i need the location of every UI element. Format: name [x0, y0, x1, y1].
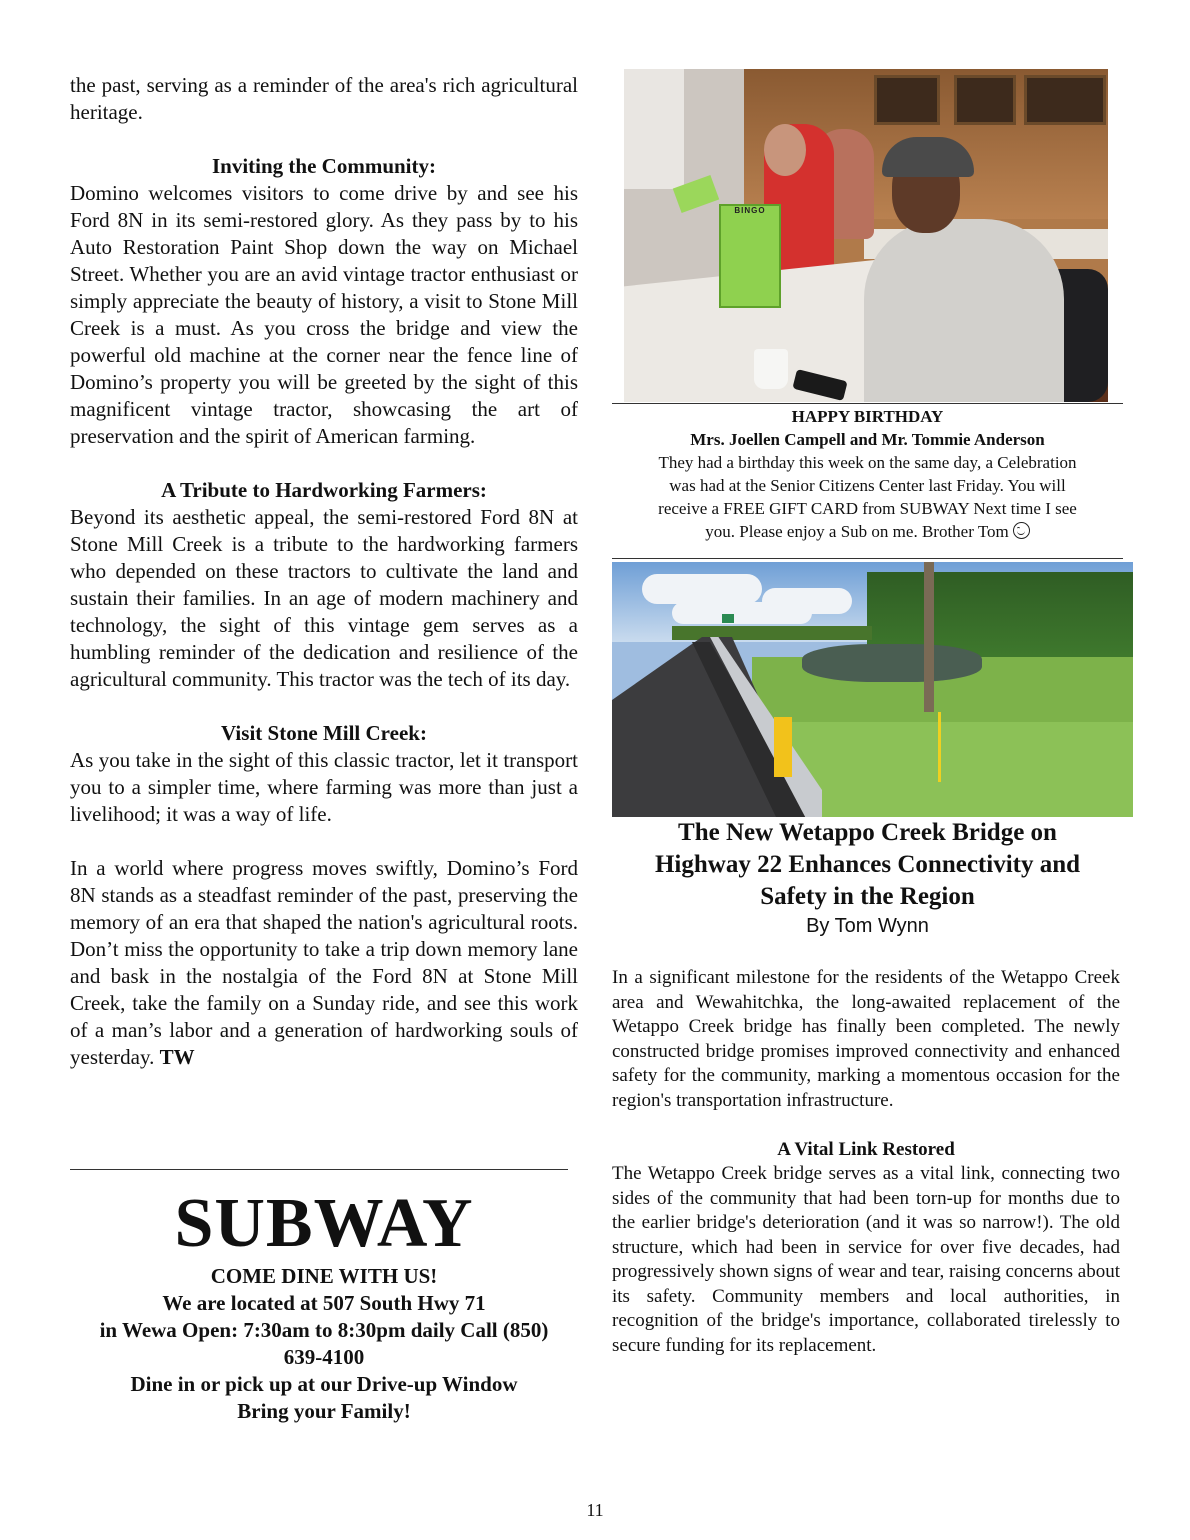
intro-paragraph: the past, serving as a reminder of the area's rich agricultural heritage.	[70, 73, 578, 124]
smiley-icon	[1013, 522, 1030, 539]
byline: By Tom Wynn	[806, 915, 929, 937]
ad-line: We are located at 507 South Hwy 71	[162, 1291, 486, 1315]
section-body-tribute: Beyond its aesthetic appeal, the semi-restored Ford 8N at Stone Mill Creek is a tribute to the hardworking farmers who depended on these tractors to cultivate the land and sustain their families. In an age of modern machinery and technology, the sight of this vintage gem serves as a humbling reminder of the dedication and resilience of the agricultural community. This tractor was the tech of its day.	[70, 505, 578, 691]
headline-line: Highway 22 Enhances Connectivity and	[654, 851, 1081, 878]
bingo-birthday-photo	[624, 69, 1108, 402]
article-headline	[612, 817, 1123, 939]
birthday-caption	[612, 405, 1123, 543]
ad-line: COME DINE WITH US!	[210, 1264, 438, 1288]
bridge-photo	[612, 562, 1133, 817]
bridge-article	[612, 966, 1120, 1358]
caption-line-last	[612, 520, 1123, 543]
caption-rule	[612, 558, 1123, 559]
photo-rule	[612, 403, 1123, 404]
article-lead: In a significant milestone for the residents of the Wetappo Creek area and Wewahitchka, the long-awaited replacement of the Wetappo Creek bridge has finally been completed. The newly constructed bridge promises improved connectivity and enhanced safety for the community, marking a momentous occasion for the region's transportation infrastructure.	[612, 967, 1120, 1111]
section-body-visit: As you take in the sight of this classic tractor, let it transport you to a simpler time, where farming was more than just a livelihood; it was a way of life.	[70, 748, 578, 826]
ad-line: in Wewa Open: 7:30am to 8:30pm daily Call (850)	[99, 1318, 549, 1342]
headline-line: The New Wetappo Creek Bridge on	[678, 819, 1057, 846]
caption-line: receive a FREE GIFT CARD from SUBWAY Next time I see	[658, 499, 1077, 518]
bingo-card-header: BINGO	[734, 206, 766, 215]
article-section-heading: A Vital Link Restored	[777, 1138, 955, 1160]
left-column	[70, 72, 578, 1071]
page-number: 11	[586, 1500, 604, 1520]
divider-rule	[70, 1169, 568, 1170]
caption-line: was had at the Senior Citizens Center last Friday. You will	[669, 476, 1066, 495]
article-section-body: The Wetappo Creek bridge serves as a vital link, connecting two sides of the community that had been torn-up for months due to the earlier bridge's deterioration (and it was so narrow!). The old structure, which had been in service for over five decades, had progressively shown signs of wear and tear, raising concerns about its safety. Community members and local authorities, in recognition of the bridge's importance, collaborated tirelessly to secure funding for its replacement.	[612, 1163, 1120, 1356]
ad-line: Dine in or pick up at our Drive-up Window	[130, 1372, 518, 1396]
section-body-inviting: Domino welcomes visitors to come drive by and see his Ford 8N in its semi-restored glory. As they pass by to his Auto Restoration Paint Shop down the way on Michael Street. Whether you are an avid vintage tractor enthusiast or simply appreciate the beauty of history, a visit to Stone Mill Creek is a must. As you cross the bridge and view the powerful old machine at the corner near the fence line of Domino’s property you will be greeted by the sight of this magnificent vintage tractor, showcasing the art of preservation and the spirit of American farming.	[70, 181, 578, 448]
section-heading-tribute: A Tribute to Hardworking Farmers:	[161, 478, 487, 502]
ad-line: Bring your Family!	[237, 1399, 411, 1423]
subway-ad	[70, 1185, 578, 1425]
ad-line: 639-4100	[283, 1345, 365, 1369]
bingo-card	[719, 204, 781, 308]
caption-title: HAPPY BIRTHDAY	[791, 407, 944, 426]
closing-text: In a world where progress moves swiftly, Domino’s Ford 8N stands as a steadfast reminder of the past, preserving the memory of an era that shaped the nation's agricultural roots. Don’t miss the opportunity to take a trip down memory lane and bask in the nostalgia of the Ford 8N at Stone Mill Creek, take the family on a Sunday ride, and see this work of a man’s labor and a generation of hardworking souls of yesterday.	[70, 856, 578, 1069]
caption-line: you. Please enjoy a Sub on me. Brother Tom	[705, 522, 1009, 541]
signature: TW	[159, 1045, 195, 1069]
caption-line: They had a birthday this week on the same day, a Celebration	[658, 453, 1077, 472]
closing-paragraph	[70, 855, 578, 1071]
section-heading-inviting: Inviting the Community:	[211, 154, 437, 178]
section-heading-visit: Visit Stone Mill Creek:	[221, 721, 427, 745]
headline-line: Safety in the Region	[760, 883, 975, 910]
subway-logo-text: SUBWAY	[174, 1185, 474, 1262]
caption-names: Mrs. Joellen Campell and Mr. Tommie Anderson	[690, 430, 1045, 449]
